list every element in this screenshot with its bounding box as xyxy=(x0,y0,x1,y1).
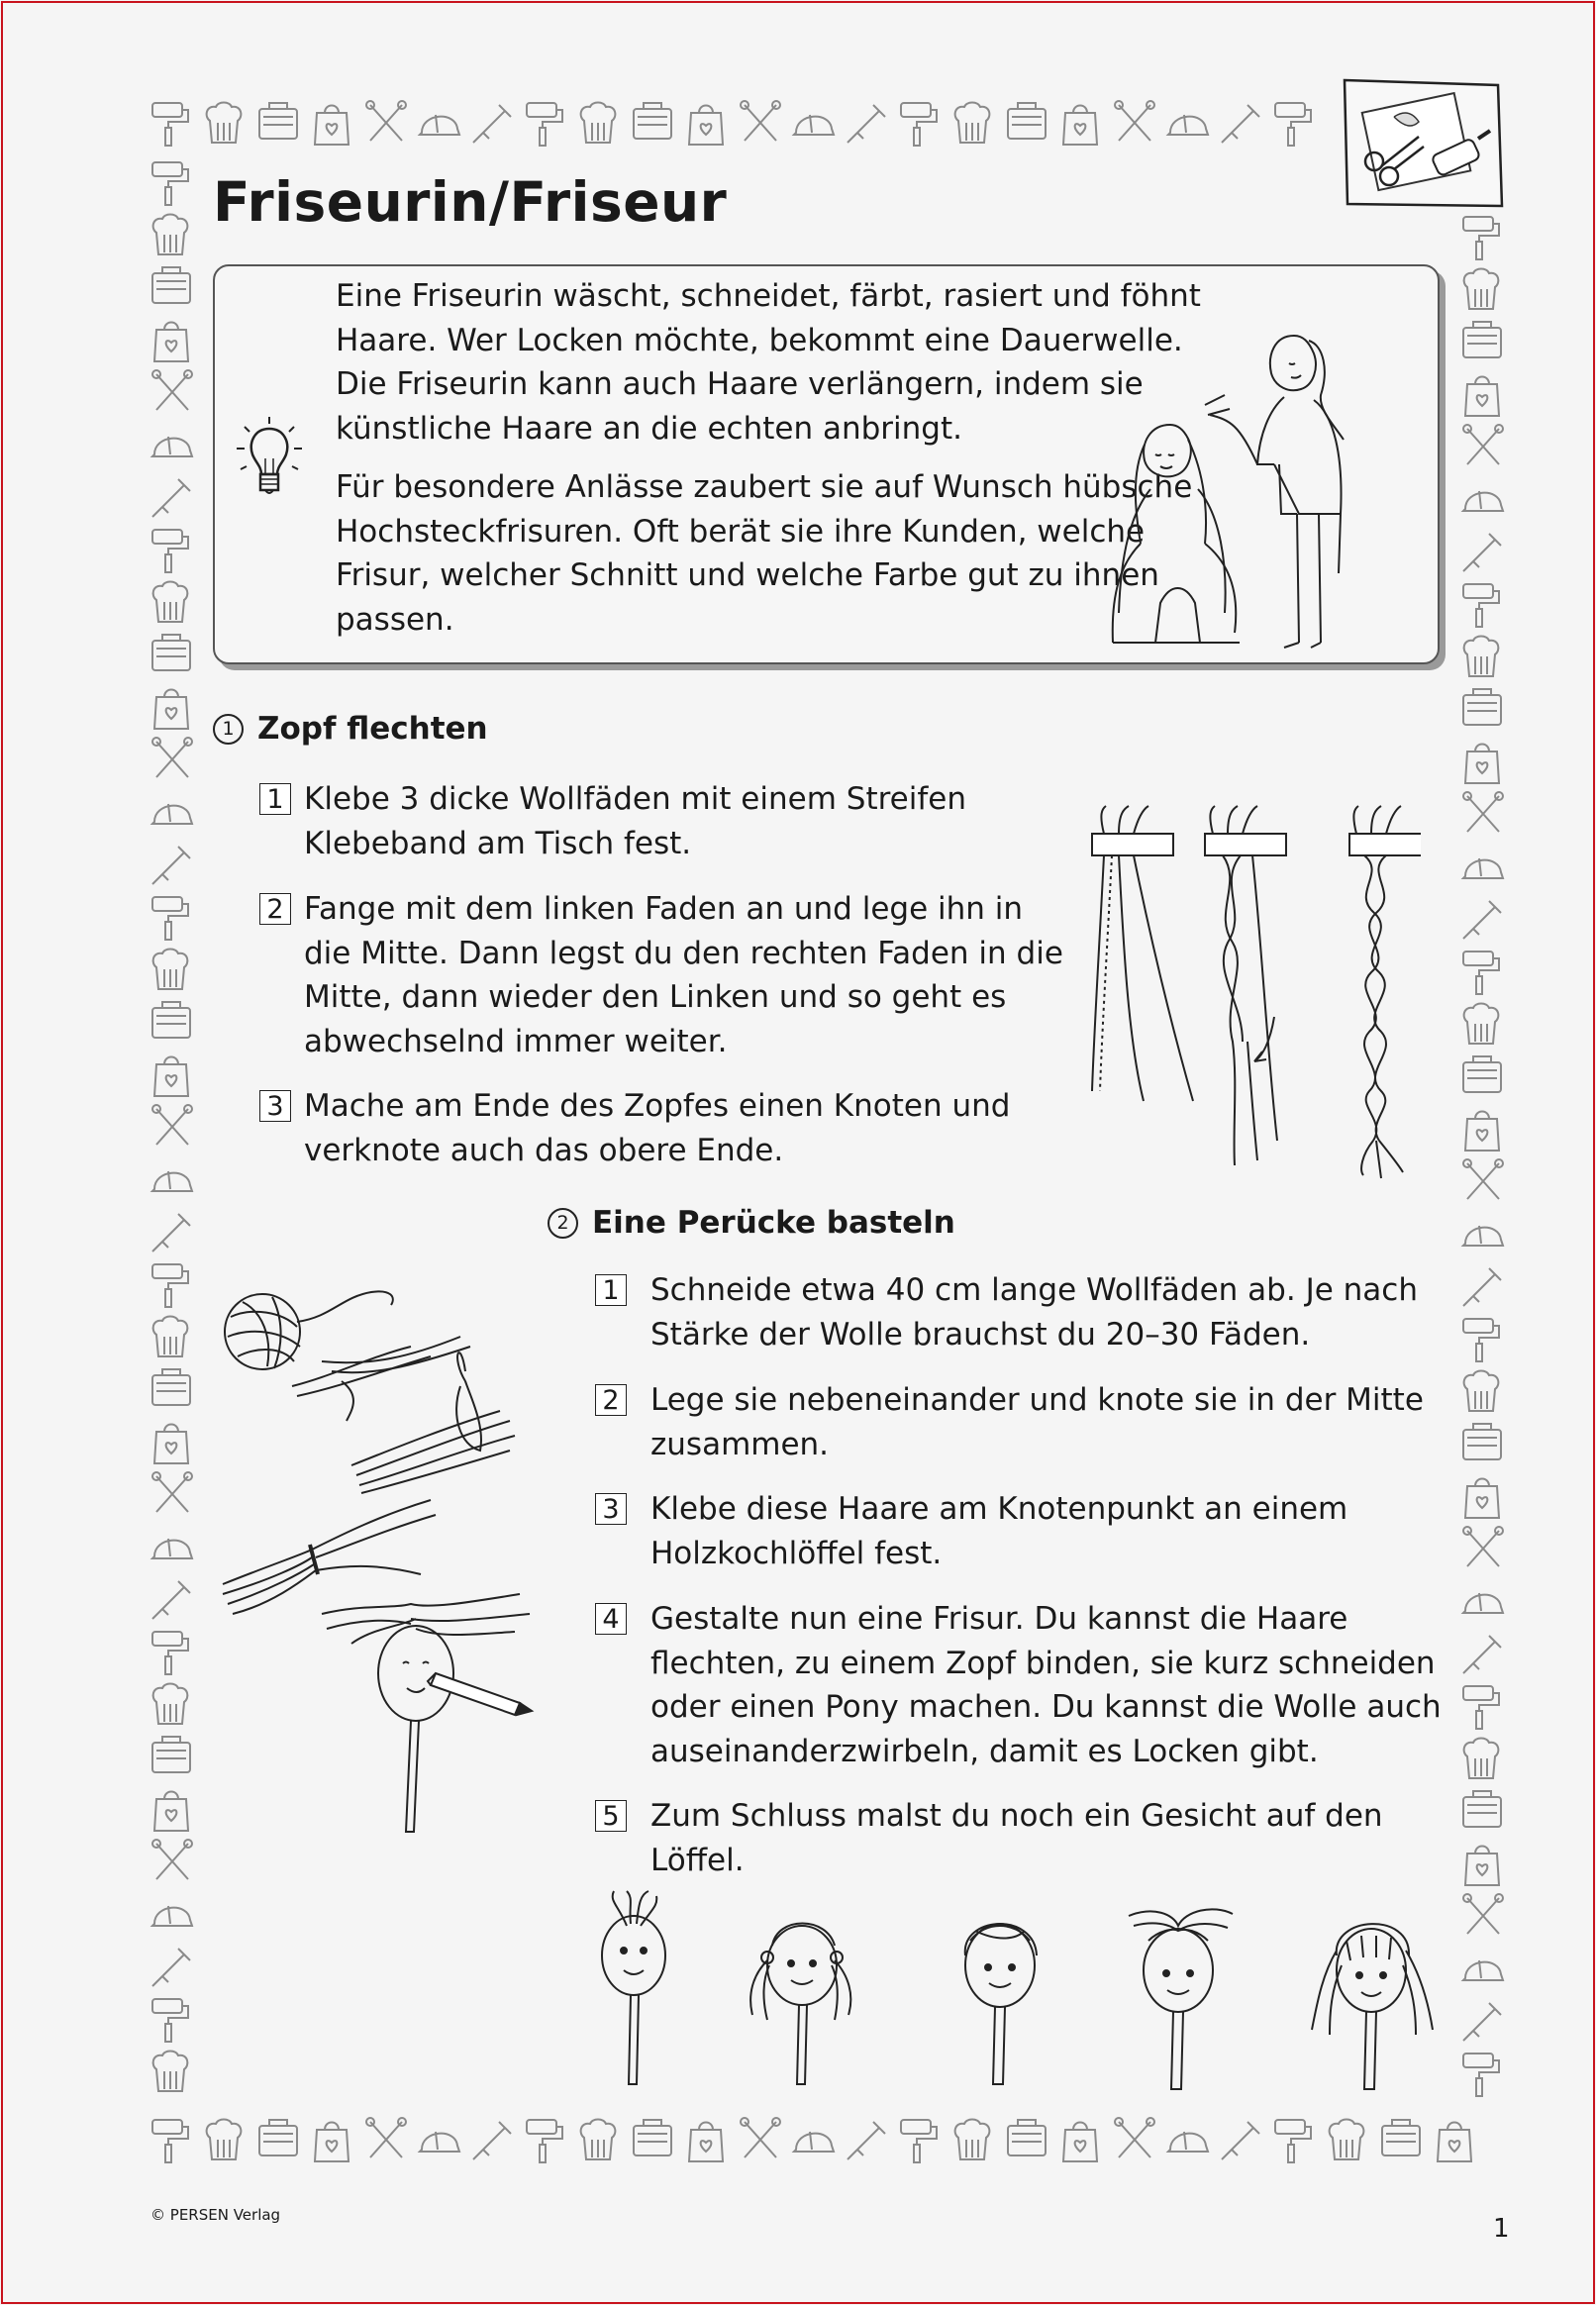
border-tool-icon xyxy=(153,2052,188,2092)
border-tool-icon xyxy=(689,106,723,146)
border-tool-icon xyxy=(1168,115,1208,135)
border-tool-icon xyxy=(152,1214,190,1252)
step-text: Lege sie nebeneinander und knote sie in der Mitte zusammen. xyxy=(650,1382,1424,1462)
section-1-step-1 xyxy=(259,777,1071,865)
border-tool-icon xyxy=(152,897,188,940)
intro-paragraph-2: Für besondere Anlässe zaubert sie auf Wunsch hübsche Hochsteckfrisuren. Oft berät sie ihre Kunden, welche Frisur, welcher Schnitt und welche Farbe gut zu ihnen passen. xyxy=(336,469,1193,638)
border-tool-icon xyxy=(1330,2120,1364,2160)
border-tool-icon xyxy=(315,106,349,146)
border-tool-icon xyxy=(152,847,190,884)
border-tool-icon xyxy=(153,950,188,990)
border-tool-icon xyxy=(152,2120,188,2162)
step-number: 2 xyxy=(595,1384,627,1416)
border-tool-icon xyxy=(1463,2003,1501,2041)
border-tool-icon xyxy=(152,635,190,670)
border-tool-icon xyxy=(1465,745,1499,784)
border-tool-icon xyxy=(420,115,459,135)
step-number: 1 xyxy=(259,783,291,815)
section-1-step-2 xyxy=(259,887,1071,1063)
border-tool-icon xyxy=(152,162,188,205)
border-top-icons xyxy=(149,99,1337,156)
border-tool-icon xyxy=(1464,1371,1499,1412)
border-tool-icon xyxy=(1463,1056,1501,1092)
border-tool-icon xyxy=(1438,2123,1471,2162)
section-1-step-3 xyxy=(259,1084,1071,1172)
border-tool-icon xyxy=(901,103,937,146)
border-tool-icon xyxy=(1463,792,1503,832)
border-tool-icon xyxy=(366,2118,406,2157)
border-left-icons xyxy=(149,158,198,2114)
border-tool-icon xyxy=(634,103,671,139)
border-tool-icon xyxy=(1463,217,1499,259)
border-tool-icon xyxy=(1464,1739,1499,1779)
border-tool-icon xyxy=(1463,1686,1499,1729)
section-2-step-1 xyxy=(595,1268,1456,1356)
border-tool-icon xyxy=(1463,1593,1503,1613)
border-tool-icon xyxy=(955,103,990,144)
step-number: 1 xyxy=(595,1274,627,1306)
border-tool-icon xyxy=(1463,2054,1499,2096)
border-tool-icon xyxy=(1463,1424,1501,1459)
border-tool-icon xyxy=(154,1425,188,1464)
wig-making-illustration xyxy=(213,1277,569,1846)
border-tool-icon xyxy=(1008,2120,1046,2155)
section-2-step-3 xyxy=(595,1487,1456,1575)
section-1-heading xyxy=(213,711,488,747)
border-tool-icon xyxy=(1222,2122,1259,2159)
border-tool-icon xyxy=(152,479,190,517)
border-tool-icon xyxy=(741,101,780,141)
border-tool-icon xyxy=(1463,322,1501,357)
border-tool-icon xyxy=(581,2120,616,2160)
hairdresser-illustration xyxy=(1111,316,1408,666)
step-number: 4 xyxy=(595,1603,627,1635)
border-tool-icon xyxy=(473,2122,511,2159)
border-tool-icon xyxy=(152,1105,192,1145)
border-tool-icon xyxy=(1465,1847,1499,1886)
border-tool-icon xyxy=(259,2120,297,2155)
step-text: Mache am Ende des Zopfes einen Knoten und verknote auch das obere Ende. xyxy=(304,1088,1011,1168)
border-tool-icon xyxy=(1465,1112,1499,1152)
step-text: Gestalte nun eine Frisur. Du kannst die Haare flechten, zu einem Zopf binden, sie kurz schneiden oder einen Pony machen. Du kannst die Wolle auch auseinanderzwirbeln, damit es Locken gibt. xyxy=(650,1601,1442,1769)
border-tool-icon xyxy=(1464,269,1499,310)
step-number: 3 xyxy=(595,1493,627,1525)
step-number: 2 xyxy=(259,893,291,925)
border-tool-icon xyxy=(1463,689,1501,725)
border-tool-icon xyxy=(1275,103,1311,146)
border-tool-icon xyxy=(634,2120,671,2155)
border-tool-icon xyxy=(152,1472,192,1512)
border-tool-icon xyxy=(152,1949,190,1986)
border-tool-icon xyxy=(152,1840,192,1879)
border-right-icons xyxy=(1459,213,1509,2114)
border-tool-icon xyxy=(1463,1226,1503,1246)
border-tool-icon xyxy=(152,530,188,572)
scissors-glue-icon xyxy=(1340,77,1505,210)
border-tool-icon xyxy=(581,103,616,144)
border-tool-icon xyxy=(848,2122,885,2159)
border-tool-icon xyxy=(1382,2120,1420,2155)
border-tool-icon xyxy=(152,1632,188,1674)
border-tool-icon xyxy=(1008,103,1046,139)
border-tool-icon xyxy=(152,1002,190,1038)
border-tool-icon xyxy=(152,1171,192,1191)
border-tool-icon xyxy=(1168,2132,1208,2152)
border-tool-icon xyxy=(1465,1479,1499,1519)
border-tool-icon xyxy=(152,267,190,303)
spoon-wigs-examples-illustration xyxy=(579,1886,1460,2098)
border-tool-icon xyxy=(259,103,297,139)
border-tool-icon xyxy=(154,690,188,730)
border-tool-icon xyxy=(1463,901,1501,939)
border-tool-icon xyxy=(1463,491,1503,511)
border-tool-icon xyxy=(741,2118,780,2157)
border-tool-icon xyxy=(848,105,885,143)
step-text: Klebe 3 dicke Wollfäden mit einem Streifen Klebeband am Tisch fest. xyxy=(304,781,966,861)
border-tool-icon xyxy=(1463,425,1503,464)
border-tool-icon xyxy=(1115,2118,1154,2157)
border-tool-icon xyxy=(154,1057,188,1097)
border-tool-icon xyxy=(689,2123,723,2162)
border-tool-icon xyxy=(1463,1268,1501,1306)
border-tool-icon xyxy=(152,1581,190,1619)
border-tool-icon xyxy=(1463,534,1501,571)
border-tool-icon xyxy=(1063,106,1097,146)
border-tool-icon xyxy=(1222,105,1259,143)
section-2-step-2 xyxy=(595,1378,1456,1466)
border-tool-icon xyxy=(420,2132,459,2152)
border-tool-icon xyxy=(473,105,511,143)
border-tool-icon xyxy=(152,1737,190,1772)
border-tool-icon xyxy=(794,115,834,135)
border-tool-icon xyxy=(153,1317,188,1357)
publisher-credit: © PERSEN Verlag xyxy=(150,2206,281,2224)
border-tool-icon xyxy=(1463,584,1499,627)
border-tool-icon xyxy=(901,2120,937,2162)
section-2-heading xyxy=(548,1205,955,1241)
border-bottom-icons xyxy=(149,2116,1515,2173)
intro-paragraph-1: Eine Friseurin wäscht, schneidet, färbt, rasiert und föhnt Haare. Wer Locken möchte, bekommt eine Dauerwelle. Die Friseurin kann auch Haare verlängern, indem sie künstliche Haare an die echten anbringt. xyxy=(336,278,1201,447)
step-number: 5 xyxy=(595,1800,627,1832)
border-tool-icon xyxy=(1464,637,1499,677)
border-tool-icon xyxy=(152,437,192,456)
border-tool-icon xyxy=(1063,2123,1097,2162)
border-tool-icon xyxy=(153,582,188,623)
border-tool-icon xyxy=(1463,1319,1499,1361)
step-text: Zum Schluss malst du noch ein Gesicht auf den Löffel. xyxy=(650,1798,1383,1878)
border-tool-icon xyxy=(153,1684,188,1725)
border-tool-icon xyxy=(1463,858,1503,878)
section-2-number: 2 xyxy=(548,1208,578,1239)
braid-steps-illustration xyxy=(1084,804,1421,1184)
border-tool-icon xyxy=(1115,101,1154,141)
lightbulb-icon xyxy=(235,415,304,513)
border-tool-icon xyxy=(1463,1527,1503,1566)
border-tool-icon xyxy=(152,738,192,777)
border-tool-icon xyxy=(1463,1960,1503,1980)
section-2-step-4 xyxy=(595,1597,1456,1773)
border-tool-icon xyxy=(1465,377,1499,417)
step-text: Klebe diese Haare am Knotenpunkt an einem Holzkochlöffel fest. xyxy=(650,1491,1348,1571)
border-tool-icon xyxy=(1463,1791,1501,1827)
border-tool-icon xyxy=(1463,1159,1503,1199)
border-tool-icon xyxy=(153,215,188,255)
border-tool-icon xyxy=(1463,1636,1501,1673)
border-tool-icon xyxy=(1464,1004,1499,1045)
border-tool-icon xyxy=(207,2120,242,2160)
border-tool-icon xyxy=(152,103,188,146)
section-2-title: Eine Perücke basteln xyxy=(592,1205,955,1241)
section-1-title: Zopf flechten xyxy=(257,711,488,747)
step-text: Schneide etwa 40 cm lange Wollfäden ab. Je nach Stärke der Wolle brauchst du 20–30 Fäden. xyxy=(650,1272,1418,1353)
border-tool-icon xyxy=(152,1539,192,1558)
border-tool-icon xyxy=(1275,2120,1311,2162)
border-tool-icon xyxy=(1463,952,1499,994)
page-title: Friseurin/Friseur xyxy=(213,170,728,234)
border-tool-icon xyxy=(527,103,562,146)
border-tool-icon xyxy=(154,323,188,362)
border-tool-icon xyxy=(527,2120,562,2162)
border-tool-icon xyxy=(152,1369,190,1405)
step-text: Fange mit dem linken Faden an und lege ihn in die Mitte. Dann legst du den rechten Faden in die Mitte, dann wieder den Linken und so geht es abwechselnd immer weiter. xyxy=(304,891,1063,1059)
border-tool-icon xyxy=(207,103,242,144)
border-tool-icon xyxy=(794,2132,834,2152)
section-2-step-5 xyxy=(595,1794,1466,1882)
border-tool-icon xyxy=(152,370,192,410)
border-tool-icon xyxy=(154,1792,188,1832)
section-1-number: 1 xyxy=(213,714,244,745)
step-number: 3 xyxy=(259,1090,291,1122)
border-tool-icon xyxy=(152,1906,192,1926)
border-tool-icon xyxy=(152,804,192,824)
border-tool-icon xyxy=(152,1264,188,1307)
border-tool-icon xyxy=(315,2123,349,2162)
border-tool-icon xyxy=(1463,1894,1503,1934)
page-number: 1 xyxy=(1493,2214,1510,2244)
intro-box xyxy=(213,264,1440,664)
border-tool-icon xyxy=(366,101,406,141)
border-tool-icon xyxy=(152,1999,188,2042)
border-tool-icon xyxy=(955,2120,990,2160)
